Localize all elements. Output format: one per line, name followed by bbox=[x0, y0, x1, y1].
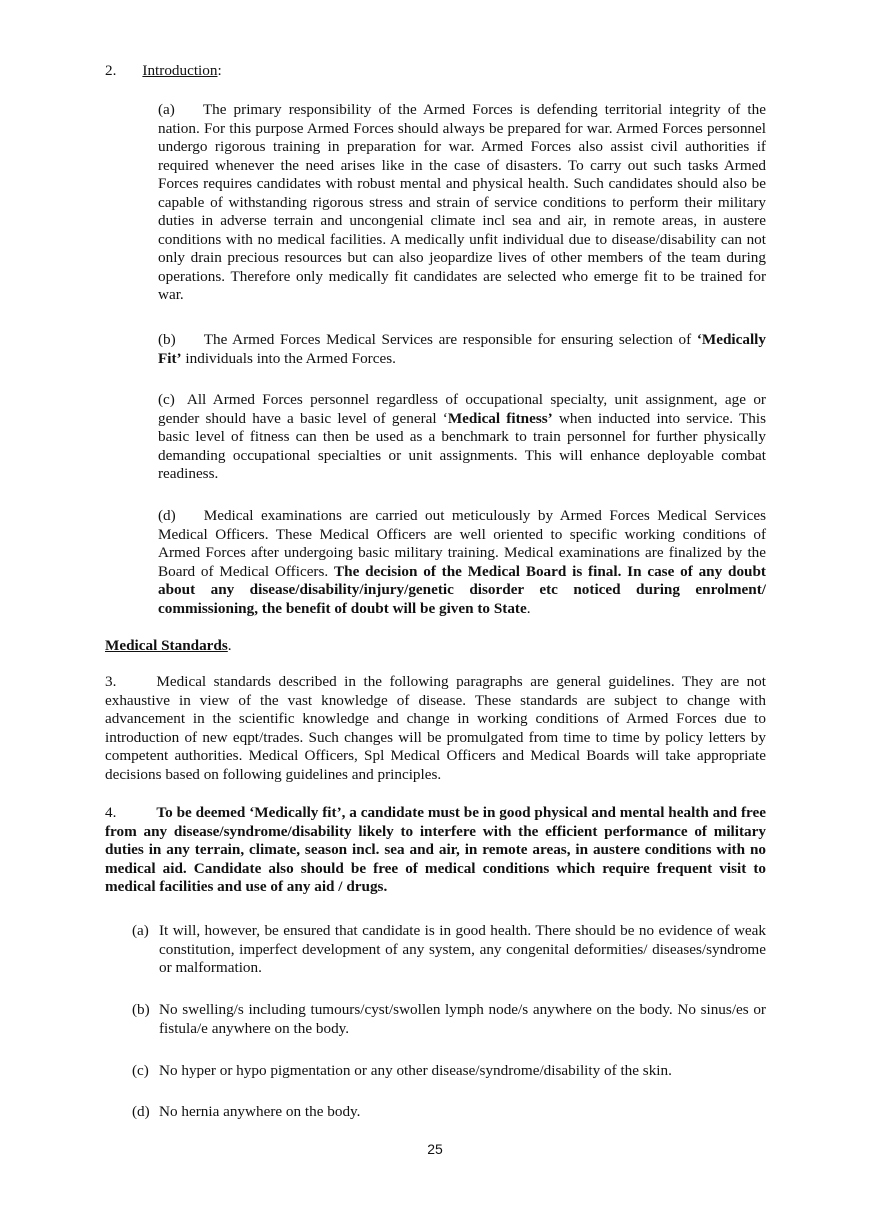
heading-text: Medical Standards bbox=[105, 637, 228, 654]
paragraph-bold-text: Medical fitness’ bbox=[447, 409, 553, 427]
section-title: Introduction bbox=[142, 62, 218, 79]
list-item-label: (c) bbox=[132, 1062, 149, 1079]
paragraph-label: (d) bbox=[158, 507, 176, 524]
intro-paragraph-b bbox=[158, 331, 766, 368]
paragraph-label: (a) bbox=[158, 101, 175, 118]
list-item bbox=[132, 1001, 766, 1038]
paragraph-label: (c) bbox=[158, 391, 175, 408]
list-item-label: (d) bbox=[132, 1103, 150, 1120]
paragraph-text: Medical standards described in the following paragraphs are general guidelines. They are not exhaustive in view of the vast knowledge of disease. These standards are subject to change with advancement in the scientific knowledge and change in working conditions of Armed Forces due to introduction of new eqpt/trades. Such changes will be promulgated from time to time by policy letters by competent authorities. Medical Officers, Spl Medical Officers and Medical Boards will take appropriate decisions based on following guidelines and principles. bbox=[105, 673, 766, 783]
paragraph-bold-text: To be deemed ‘Medically fit’, a candidate must be in good physical and mental health and free from any disease/syndrome/disability likely to interfere with the efficient performance of military duties in any terrain, climate, season incl. sea and air, in remote areas, in austere conditions with no medical aid. Candidate also should be free of medical conditions which require frequent visit to medical facilities and use of any aid / drugs. bbox=[105, 804, 766, 895]
paragraph-number: 4. bbox=[105, 804, 117, 821]
list-item-text: No swelling/s including tumours/cyst/swollen lymph node/s anywhere on the body. No sinus/es or fistula/e anywhere on the body. bbox=[159, 1001, 766, 1037]
list-item-text: No hyper or hypo pigmentation or any other disease/syndrome/disability of the skin. bbox=[159, 1062, 672, 1079]
list-item-text: No hernia anywhere on the body. bbox=[159, 1103, 361, 1120]
list-item-label: (a) bbox=[132, 922, 149, 939]
list-item bbox=[132, 1103, 766, 1122]
list-item bbox=[132, 1062, 766, 1081]
paragraph-text: The primary responsibility of the Armed Forces is defending territorial integrity of the nation. For this purpose Armed Forces should always be prepared for war. Armed Forces personnel undergo rigorous training in preparation for war. Armed Forces also assist civil authorities if required whenever the need arises like in the case of disasters. To carry out such tasks Armed Forces requires candidates with robust mental and physical health. Such candidates should also be capable of withstanding rigorous stress and strain of service conditions to perform their military duties in adverse terrain and uncongenial climate incl sea and air, in remote areas, in austere conditions with no medical facilities. A medically unfit individual due to disease/disability can not only drain precious resources but can also jeopardize lives of other members of the team during operations. Therefore only medically fit candidates are selected who emerge fit to be trained for war. bbox=[158, 101, 766, 303]
medical-standards-heading bbox=[105, 637, 765, 656]
list-item-text: It will, however, be ensured that candidate is in good health. There should be no evidence of weak constitution, imperfect development of any system, any congenital deformities/ diseases/syndrome or malformation. bbox=[159, 922, 766, 976]
paragraph-text-end: individuals into the Armed Forces. bbox=[181, 349, 396, 367]
paragraph-text: Medical examinations are carried out meticulously by Armed Forces Medical Services Medical Officers. These Medical Officers are well oriented to specific working conditions of Armed Forces after undergoing basic military training. Medical examinations are finalized by the Board of Medical Officers. bbox=[158, 507, 766, 580]
paragraph-text-end: when inducted into service. This basic level of fitness can then be used as a benchmark to train personnel for further physically demanding occupational specialties or unit assignments. This will enhance deployable combat readiness. bbox=[158, 409, 766, 482]
intro-paragraph-a bbox=[158, 101, 766, 305]
list-item-label: (b) bbox=[132, 1001, 150, 1018]
paragraph-text: The Armed Forces Medical Services are responsible for ensuring selection of bbox=[203, 331, 697, 348]
heading-suffix: . bbox=[227, 637, 232, 654]
paragraph-number: 3. bbox=[105, 673, 117, 690]
paragraph-4 bbox=[105, 804, 766, 897]
intro-paragraph-d bbox=[158, 507, 766, 618]
section-title-suffix: : bbox=[217, 62, 222, 79]
paragraph-bold-text: The decision of the Medical Board is final. In case of any doubt about any disease/disability/injury/genetic disorder etc noticed during enrolment/ commissioning, the benefit of doubt will be given to State bbox=[158, 562, 766, 617]
paragraph-label: (b) bbox=[158, 331, 176, 348]
paragraph-bold-text: ‘Medically Fit’ bbox=[158, 331, 766, 367]
paragraph-3 bbox=[105, 673, 766, 784]
intro-paragraph-c bbox=[158, 391, 766, 484]
paragraph-text-end: . bbox=[526, 599, 531, 617]
section-heading-introduction bbox=[105, 62, 765, 81]
paragraph-text: All Armed Forces personnel regardless of occupational specialty, unit assignment, age or gender should have a basic level of general ‘ bbox=[158, 391, 766, 427]
page-number: 25 bbox=[427, 1141, 443, 1157]
section-number: 2. bbox=[105, 62, 117, 79]
list-item bbox=[132, 922, 766, 978]
